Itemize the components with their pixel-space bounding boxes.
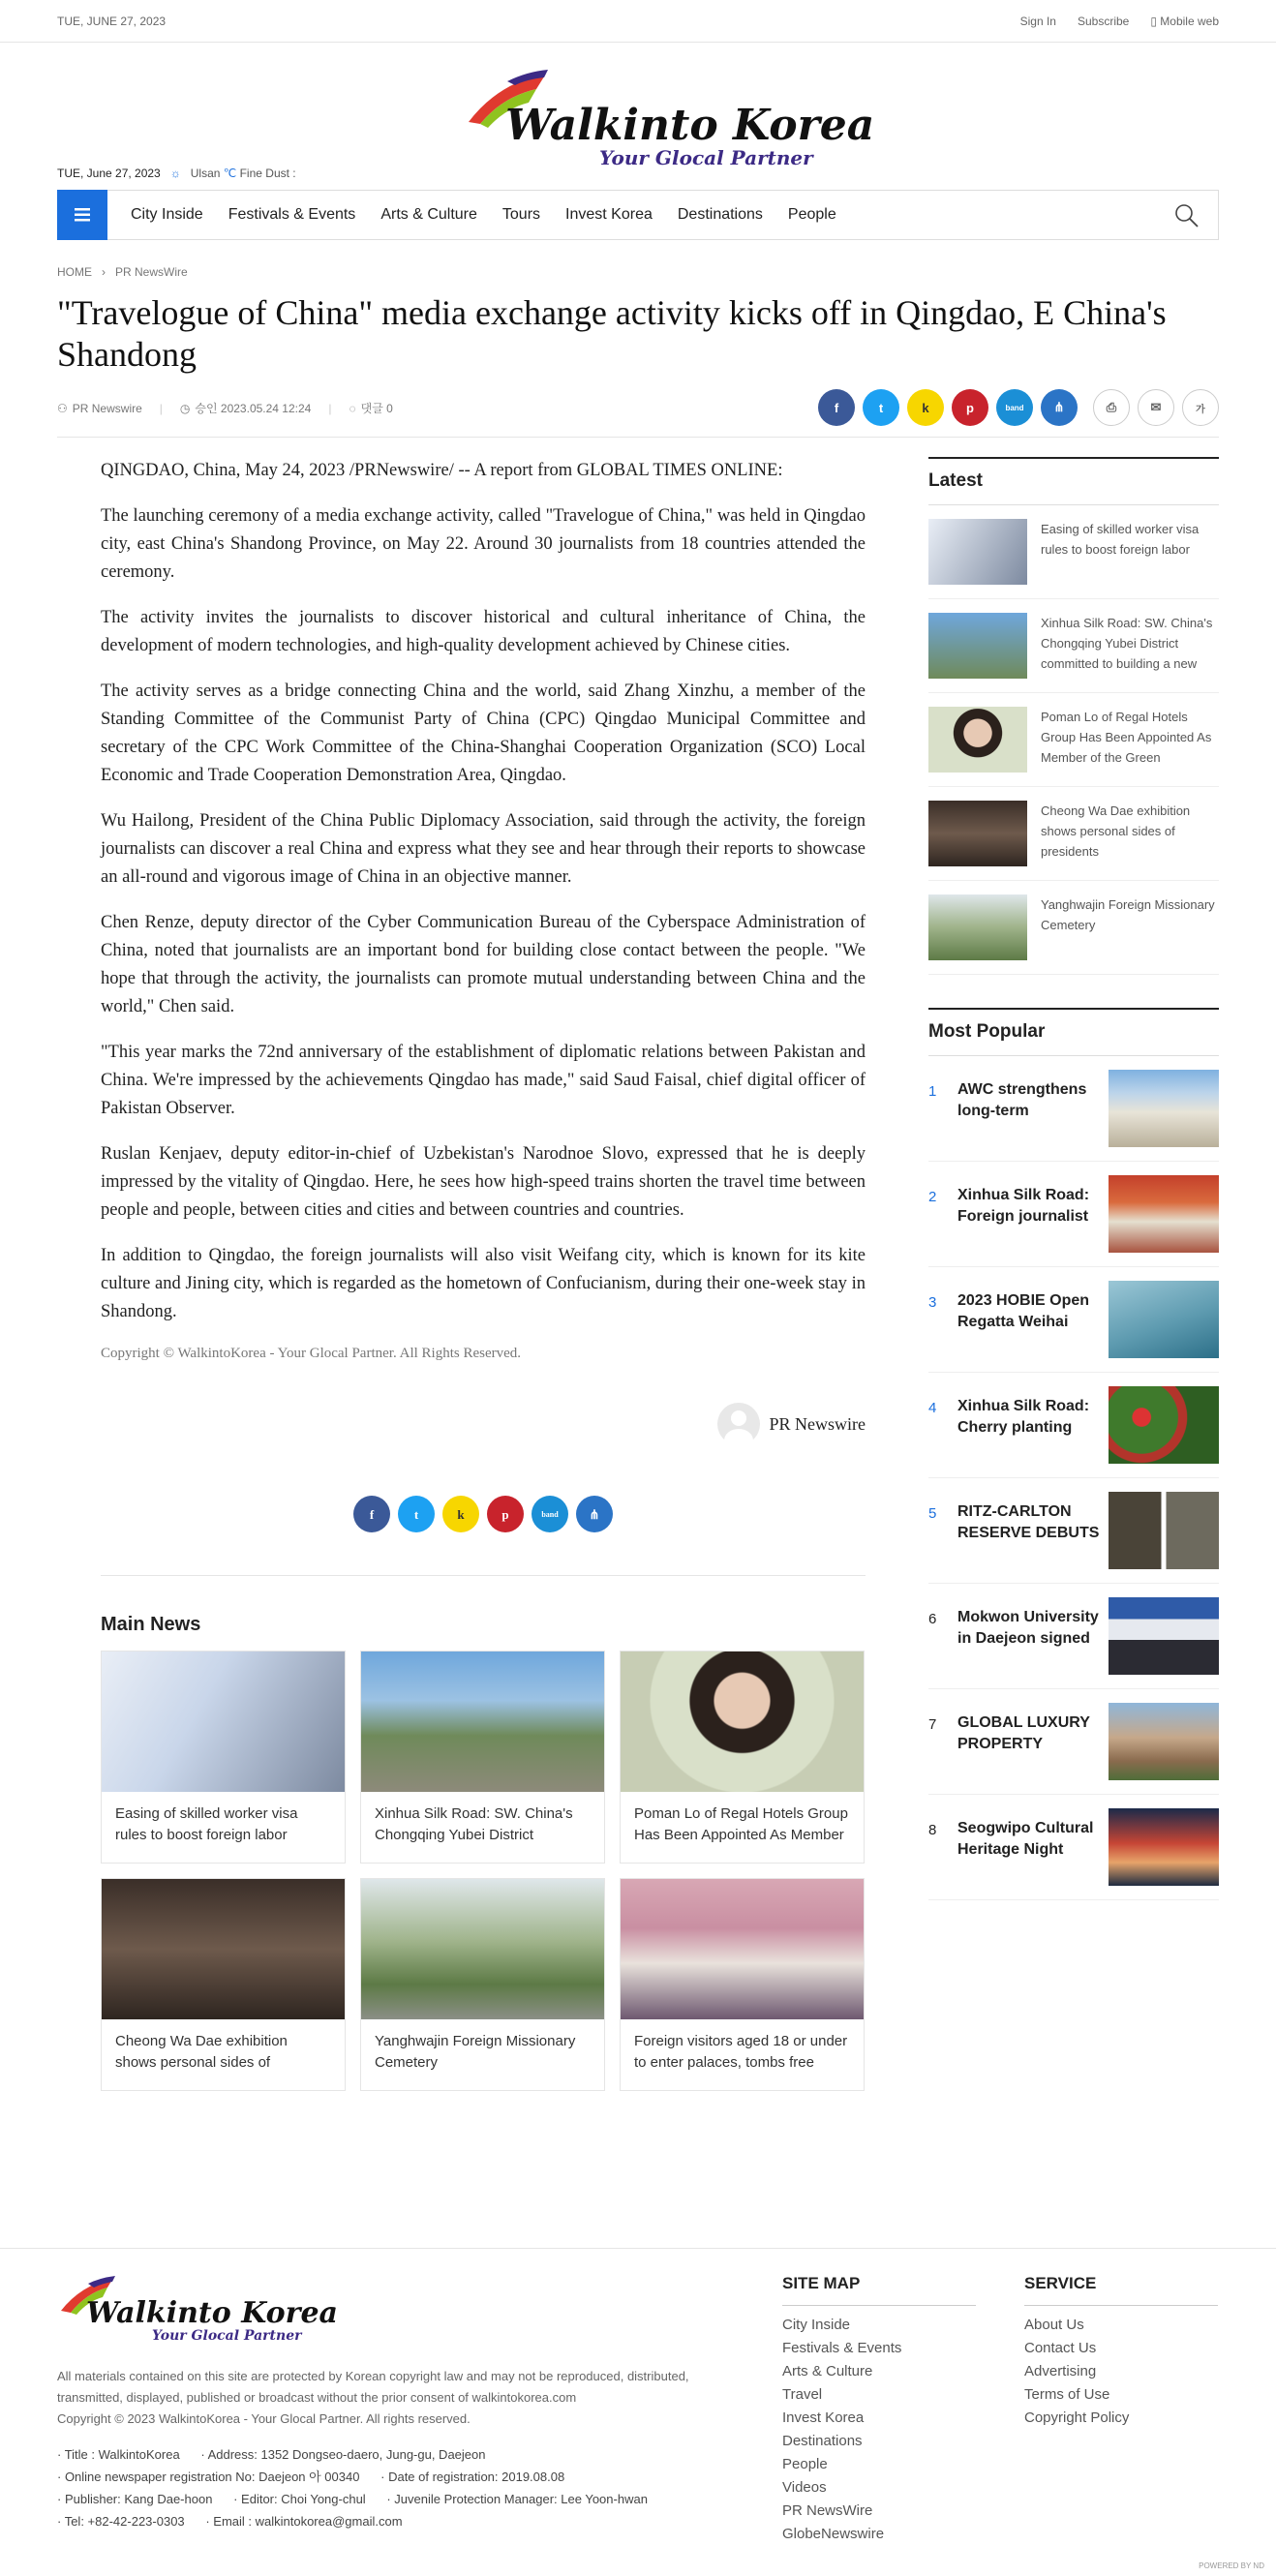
service-link[interactable]: Copyright Policy [1024,2409,1130,2426]
article-paragraph: QINGDAO, China, May 24, 2023 /PRNewswire/ -- A report from GLOBAL TIMES ONLINE: [101,461,783,480]
latest-item-text: Easing of skilled worker visa rules to boost foreign labor [1041,522,1200,557]
popular-rank: 5 [928,1505,937,1522]
site-footer [0,2248,1276,2576]
avatar [717,1403,760,1445]
site-logo[interactable] [459,64,875,170]
clock-icon: ◷ [179,401,191,415]
fine-dust: Fine Dust : [239,167,296,180]
nav-invest-korea[interactable]: Invest Korea [565,206,653,223]
article-meta: ⚇ PR Newswire | ◷ 승인 2023.05.24 12:24 | ◌ 댓글 0 f t k p band ⋔ ⎙ ✉ 가 [57,395,1219,438]
latest-item-text: Yanghwajin Foreign Missionary Cemetery [1041,897,1215,932]
popular-thumb [1109,1070,1219,1147]
popular-thumb [1109,1386,1219,1464]
latest-item[interactable] [928,787,1219,881]
latest-item[interactable] [928,881,1219,975]
popular-item[interactable] [928,1267,1219,1373]
article-paragraph: Ruslan Kenjaev, deputy editor-in-chief of Uzbekistan's Narodnoe Slovo, expressed that he is deeply impressed by the vitality of Qingdao. Here, he sees how high-speed trains shorten the travel time between people and people, between cities and cities and between countries and countries. [101,1144,866,1220]
popular-thumb [1109,1281,1219,1358]
news-card-caption: Foreign visitors aged 18 or under to enter palaces, tombs free [634,2033,848,2071]
email-icon[interactable]: ✉ [1138,389,1174,426]
main-news-grid [101,1651,866,2091]
footer-logo-tagline: Your Glocal Partner [152,2328,302,2344]
search-icon[interactable] [1173,202,1200,229]
font-size-icon[interactable]: 가 [1182,389,1219,426]
weather-city: Ulsan [190,167,221,180]
popular-item[interactable] [928,1162,1219,1267]
popular-thumb [1109,1175,1219,1253]
nav-tours[interactable]: Tours [501,206,541,223]
article-paragraph: The activity invites the journalists to discover historical and cultural inheritance of China, the development of modern technologies, and high-quality development achieved by Chinese cities. [101,608,866,655]
sitemap-link[interactable]: Travel [782,2386,823,2403]
popular-rank: 3 [928,1294,937,1311]
popular-thumb [1109,1703,1219,1780]
kakao-share-button[interactable]: k [907,389,944,426]
popular-rank: 4 [928,1400,937,1416]
share-icon[interactable]: ⋔ [576,1496,613,1532]
popular-item-title: Mokwon University in Daejeon signed [957,1609,1099,1647]
nav-festivals[interactable]: Festivals & Events [228,206,356,223]
popular-rank: 6 [928,1611,937,1627]
share-bar-top [818,389,1219,426]
article-paragraph: Wu Hailong, President of the China Public Diplomacy Association, said through the activity, the foreign journalists can discover a real China and express what they see and hear through their reports to showcase an all-round and vigorous image of China in an objective manner. [101,811,866,887]
service-link[interactable]: Advertising [1024,2363,1097,2379]
news-card-caption: Easing of skilled worker visa rules to boost foreign labor [115,1805,298,1843]
author-byline[interactable] [101,1403,866,1445]
popular-item-title: RITZ-CARLTON RESERVE DEBUTS [957,1503,1100,1541]
latest-item-text: Cheong Wa Dae exhibition shows personal sides of presidents [1041,803,1191,859]
footer-info-line: · Online newspaper registration No: Daejeon 아 00340 · Date of registration: 2019.08.08 [57,2470,565,2484]
weather-bar [57,167,296,180]
popular-section [928,1008,1219,1900]
popular-thumb [1109,1597,1219,1675]
article-copyright: Copyright © WalkintoKorea - Your Glocal Partner. All Rights Reserved. [101,1346,522,1361]
sitemap-link[interactable]: Arts & Culture [782,2363,873,2379]
subscribe-link[interactable]: Subscribe [1077,15,1130,28]
popular-item-title: Seogwipo Cultural Heritage Night [957,1820,1094,1858]
latest-thumb [928,519,1027,585]
article-paragraph: Chen Renze, deputy director of the Cyber Communication Bureau of the Cyberspace Administration of China, noted that journalists are an important bond for building close contact between the people. "We hope that through the activity, the journalists can promote mutual understanding between China and the world," Chen said. [101,913,866,1016]
nav-arts-culture[interactable]: Arts & Culture [380,206,477,223]
article-body [101,457,866,2091]
logo-wordmark: Walkinto Korea [505,101,875,150]
news-card-image [621,1879,864,2019]
meta-author: PR Newswire [72,401,142,415]
article-paragraph: "This year marks the 72nd anniversary of the establishment of diplomatic relations between Pakistan and China. We're impressed by the achievements Qingdao has made," said Saud Faisal, chief digital officer of Pakistan Observer. [101,1043,866,1118]
powered-by: POWERED BY ND [1199,2561,1264,2570]
news-card-image [361,1879,604,2019]
share-bar-bottom [101,1496,866,1576]
top-date: TUE, JUNE 27, 2023 [57,15,167,28]
popular-title: Most Popular [928,1008,1219,1056]
weather-temp: ℃ [223,167,237,180]
share-icon[interactable]: ⋔ [1041,389,1078,426]
sitemap-link[interactable]: GlobeNewswire [782,2526,885,2542]
news-card-image [102,1652,345,1792]
nav-city-inside[interactable]: City Inside [131,206,203,223]
signin-link[interactable]: Sign In [1019,15,1056,28]
sitemap-title: SITE MAP [782,2274,976,2306]
footer-copyright-note: All materials contained on this site are protected by Korean copyright law and may not be reproduced, distributed, transmitted, displayed, published or broadcast without the prior consent of walkintokorea.com [57,2369,689,2405]
popular-thumb [1109,1808,1219,1886]
news-card-image [621,1652,864,1792]
user-icon: ⚇ [57,401,68,415]
article-paragraph: In addition to Qingdao, the foreign journalists will also visit Weifang city, which is known for its kite culture and Jining city, which is regarded as the hometown of Confucianism, during their one-week stay in Shandong. [101,1246,866,1321]
sidebar [928,457,1219,2091]
latest-item[interactable] [928,505,1219,599]
popular-item-title: Xinhua Silk Road: Foreign journalist [957,1187,1090,1225]
meta-approved: 승인 2023.05.24 12:24 [195,402,312,415]
facebook-share-button[interactable]: f [818,389,855,426]
service-column [1024,2274,1218,2430]
popular-item[interactable] [928,1795,1219,1900]
news-card[interactable] [101,1878,346,2091]
top-bar [0,0,1276,43]
meta-comments[interactable]: 댓글 0 [360,402,393,415]
service-link[interactable]: Terms of Use [1024,2386,1110,2403]
sun-icon: ☼ [169,167,181,180]
kakao-share-button[interactable]: k [442,1496,479,1532]
popular-item[interactable] [928,1689,1219,1795]
popular-item[interactable] [928,1373,1219,1478]
service-link[interactable]: About Us [1024,2317,1084,2333]
popular-item-title: Xinhua Silk Road: Cherry planting [957,1398,1090,1436]
latest-item-text: Poman Lo of Regal Hotels Group Has Been Appointed As Member of the Green [1041,710,1212,765]
article-title: "Travelogue of China" media exchange activity kicks off in Qingdao, E China's Shandong [57,293,1167,374]
breadcrumb [57,265,1219,279]
sitemap-link[interactable]: City Inside [782,2317,851,2333]
news-card[interactable] [620,1651,865,1864]
main-news-title: Main News [101,1614,201,1635]
popular-item-title: 2023 HOBIE Open Regatta Weihai [957,1292,1090,1330]
news-card-caption: Poman Lo of Regal Hotels Group Has Been Appointed As Member [634,1805,848,1843]
news-card-caption: Yanghwajin Foreign Missionary Cemetery [375,2033,576,2071]
print-icon[interactable]: ⎙ [1093,389,1130,426]
popular-rank: 8 [928,1822,937,1838]
popular-thumb [1109,1492,1219,1569]
latest-thumb [928,707,1027,773]
footer-info [57,2443,735,2532]
footer-logo[interactable] [57,2274,338,2344]
nav-destinations[interactable]: Destinations [677,206,763,223]
footer-info-line: · Title : WalkintoKorea · Address: 1352 Dongseo-daero, Jung-gu, Daejeon [57,2447,486,2462]
crumb-section[interactable]: PR NewsWire [115,265,188,279]
mobile-web-label: Mobile web [1160,15,1219,28]
byline-name: PR Newswire [769,1413,866,1434]
popular-item-title: GLOBAL LUXURY PROPERTY [957,1714,1090,1752]
pinterest-share-button[interactable]: p [487,1496,524,1532]
latest-thumb [928,613,1027,679]
sitemap-column [782,2274,976,2546]
news-card[interactable] [360,1878,605,2091]
latest-item[interactable] [928,693,1219,787]
latest-title: Latest [928,457,1219,505]
twitter-share-button[interactable]: t [863,389,899,426]
news-card-image [361,1652,604,1792]
weather-date: TUE, June 27, 2023 [57,167,161,180]
latest-item-text: Xinhua Silk Road: SW. China's Chongqing Yubei District committed to building a new [1041,616,1213,671]
latest-thumb [928,801,1027,866]
band-share-button[interactable]: band [532,1496,568,1532]
crumb-home[interactable]: HOME [57,265,92,279]
sitemap-link[interactable]: PR NewsWire [782,2502,873,2519]
latest-item[interactable] [928,599,1219,693]
news-card[interactable] [101,1651,346,1864]
latest-thumb [928,894,1027,960]
footer-notice [57,2366,735,2430]
sitemap-link[interactable]: Destinations [782,2433,863,2449]
popular-item[interactable] [928,1056,1219,1162]
article-paragraph: The launching ceremony of a media exchange activity, called "Travelogue of China," was held in Qingdao city, east China's Shandong Province, on May 22. Around 30 journalists from 18 countries attended the ceremony. [101,506,866,582]
popular-item[interactable] [928,1478,1219,1584]
service-link[interactable]: Contact Us [1024,2340,1097,2356]
sitemap-link[interactable]: Videos [782,2479,827,2496]
sitemap-link[interactable]: People [782,2456,828,2472]
news-card[interactable] [620,1878,865,2091]
main-nav [57,190,1219,240]
menu-button[interactable] [57,190,107,240]
footer-copyright: Copyright © 2023 WalkintoKorea - Your Glocal Partner. All rights reserved. [57,2411,471,2426]
popular-item-title: AWC strengthens long-term [957,1081,1087,1119]
service-title: SERVICE [1024,2274,1218,2306]
news-card-image [102,1879,345,2019]
twitter-share-button[interactable]: t [398,1496,435,1532]
sitemap-link[interactable]: Festivals & Events [782,2340,902,2356]
popular-rank: 2 [928,1189,937,1205]
popular-item[interactable] [928,1584,1219,1689]
comment-icon: ◌ [349,401,356,415]
popular-rank: 7 [928,1716,937,1733]
news-card-caption: Cheong Wa Dae exhibition shows personal sides of [115,2033,288,2071]
news-card[interactable] [360,1651,605,1864]
nav-people[interactable]: People [787,206,836,223]
logo-tagline: Your Glocal Partner [599,146,813,169]
article-paragraph: The activity serves as a bridge connecting China and the world, said Zhang Xinzhu, a member of the Standing Committee of the Communist Party of China (CPC) Qingdao Municipal Committee and secretary of the CPC Work Committee of the China-Shanghai Cooperation Organization (SCO) Local Economic and Trade Cooperation Demonstration Area, Qingdao. [101,682,866,785]
footer-info-line: · Publisher: Kang Dae-hoon · Editor: Choi Yong-chul · Juvenile Protection Manager: Lee Yoon-hwan [57,2492,648,2506]
footer-logo-wordmark: Walkinto Korea [86,2296,338,2330]
chevron-right-icon: › [102,265,106,279]
facebook-share-button[interactable]: f [353,1496,390,1532]
hamburger-icon [75,208,90,222]
band-share-button[interactable]: band [996,389,1033,426]
news-card-caption: Xinhua Silk Road: SW. China's Chongqing Yubei District [375,1805,573,1843]
footer-info-line: · Tel: +82-42-223-0303 · Email : walkintokorea@gmail.com [57,2514,403,2529]
sitemap-link[interactable]: Invest Korea [782,2409,865,2426]
popular-rank: 1 [928,1083,937,1100]
mobile-web-link[interactable]: ▯ Mobile web [1150,15,1219,28]
latest-section [928,457,1219,975]
pinterest-share-button[interactable]: p [952,389,988,426]
